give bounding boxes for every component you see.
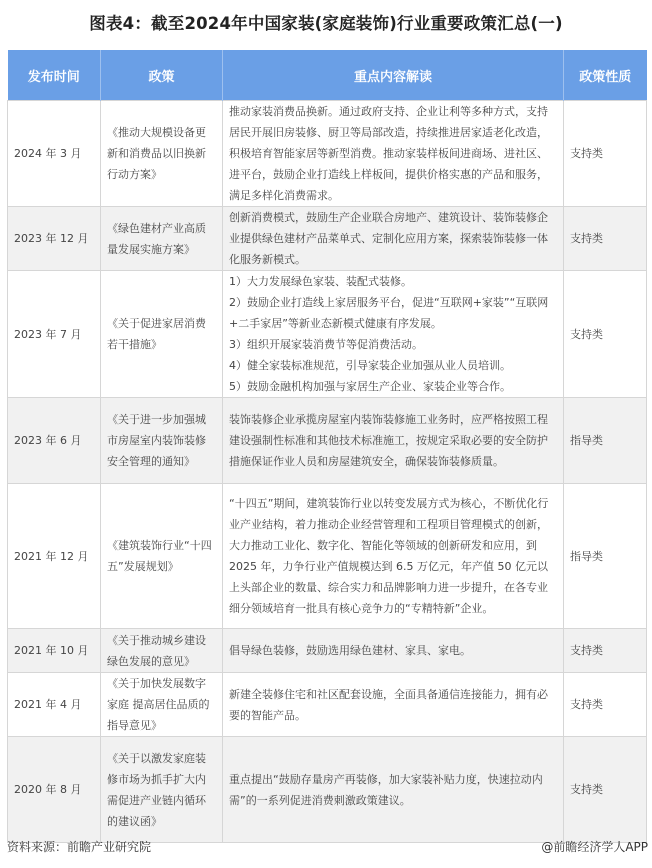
cell-nature: 支持类 <box>564 271 647 398</box>
credit-note: @前瞻经济学人APP <box>541 840 648 854</box>
cell-policy: 《建筑装饰行业“十四五”发展规划》 <box>101 484 223 629</box>
chart-title: 图表4：截至2024年中国家装(家庭装饰)行业重要政策汇总(一) <box>89 14 563 33</box>
cell-content: “十四五”期间，建筑装饰行业以转变发展方式为核心，不断优化行业产业结构，着力推动企业经营管理和工程项目管理模式的创新，大力推动工业化、数字化、智能化等领域的创新研发和应用，到 2025 年，力争行业产值规模达到 6.5 万亿元，年产值 50 亿元以上头部企业的数量、综合实力和品牌影响力进一步提升，在各专业细分领域培育一批具有核心竞争力的“专精特新”企业。 <box>223 484 564 629</box>
cell-content: 倡导绿色装修，鼓励选用绿色建材、家具、家电。 <box>223 629 564 673</box>
header-content: 重点内容解读 <box>223 50 564 101</box>
cell-nature: 指导类 <box>564 484 647 629</box>
cell-content: 新建全装修住宅和社区配套设施，全面具备通信连接能力，拥有必要的智能产品。 <box>223 673 564 737</box>
cell-policy: 《关于推动城乡建设绿色发展的意见》 <box>101 629 223 673</box>
cell-date: 2023 年 12 月 <box>8 207 101 271</box>
cell-nature: 支持类 <box>564 629 647 673</box>
header-date: 发布时间 <box>8 50 101 101</box>
cell-policy: 《关于以激发家庭装修市场为抓手扩大内需促进产业链内循环的建议函》 <box>101 737 223 843</box>
table-header-row <box>8 50 647 101</box>
cell-content: 装饰装修企业承揽房屋室内装饰装修施工业务时，应严格按照工程建设强制性标准和其他技术标准施工，按规定采取必要的安全防护措施保证作业人员和房屋建筑安全，确保装饰装修质量。 <box>223 398 564 484</box>
table-row <box>8 484 647 629</box>
table-row <box>8 673 647 737</box>
content-item: 1）大力发展绿色家装、装配式装修。 <box>229 275 412 288</box>
content-item: 3）组织开展家装消费节等促消费活动。 <box>229 338 423 351</box>
cell-nature: 支持类 <box>564 673 647 737</box>
cell-date: 2023 年 7 月 <box>8 271 101 398</box>
policy-table <box>7 50 647 843</box>
cell-policy: 《关于进一步加强城市房屋室内装饰装修安全管理的通知》 <box>101 398 223 484</box>
cell-date: 2023 年 6 月 <box>8 398 101 484</box>
cell-date: 2021 年 10 月 <box>8 629 101 673</box>
source-note: 资料来源：前瞻产业研究院 <box>7 840 152 854</box>
cell-nature: 指导类 <box>564 398 647 484</box>
table-row <box>8 398 647 484</box>
header-policy: 政策 <box>101 50 223 101</box>
cell-content: 创新消费模式，鼓励生产企业联合房地产、建筑设计、装饰装修企业提供绿色建材产品菜单式、定制化应用方案，探索装饰装修一体化服务新模式。 <box>223 207 564 271</box>
cell-policy: 《绿色建材产业高质量发展实施方案》 <box>101 207 223 271</box>
cell-nature: 支持类 <box>564 737 647 843</box>
content-item: 4）健全家装标准规范，引导家装企业加强从业人员培训。 <box>229 359 511 372</box>
cell-policy: 《推动大规模设备更新和消费品以旧换新行动方案》 <box>101 101 223 207</box>
cell-content-list <box>223 271 564 398</box>
table-row <box>8 207 647 271</box>
cell-date: 2024 年 3 月 <box>8 101 101 207</box>
table-row <box>8 629 647 673</box>
table-row <box>8 101 647 207</box>
cell-date: 2021 年 12 月 <box>8 484 101 629</box>
cell-nature: 支持类 <box>564 101 647 207</box>
cell-policy: 《关于促进家居消费若干措施》 <box>101 271 223 398</box>
cell-nature: 支持类 <box>564 207 647 271</box>
cell-content: 重点提出“鼓励存量房产再装修，加大家装补贴力度，快速拉动内需”的一系列促进消费刺激政策建议。 <box>223 737 564 843</box>
table-row <box>8 271 647 398</box>
content-item: 2）鼓励企业打造线上家居服务平台，促进“互联网+家装”“互联网+二手家居”等新业态新模式健康有序发展。 <box>229 296 549 330</box>
header-nature: 政策性质 <box>564 50 647 101</box>
table-row <box>8 737 647 843</box>
cell-content: 推动家装消费品换新。通过政府支持、企业让利等多种方式，支持居民开展旧房装修、厨卫等局部改造，持续推进居家适老化改造，积极培育智能家居等新型消费。推动家装样板间进商场、进社区、进平台，鼓励企业打造线上样板间，提供价格实惠的产品和服务，满足多样化消费需求。 <box>223 101 564 207</box>
content-item: 5）鼓励金融机构加强与家居生产企业、家装企业等合作。 <box>229 380 511 393</box>
cell-policy: 《关于加快发展数字家庭 提高居住品质的指导意见》 <box>101 673 223 737</box>
cell-date: 2021 年 4 月 <box>8 673 101 737</box>
cell-date: 2020 年 8 月 <box>8 737 101 843</box>
